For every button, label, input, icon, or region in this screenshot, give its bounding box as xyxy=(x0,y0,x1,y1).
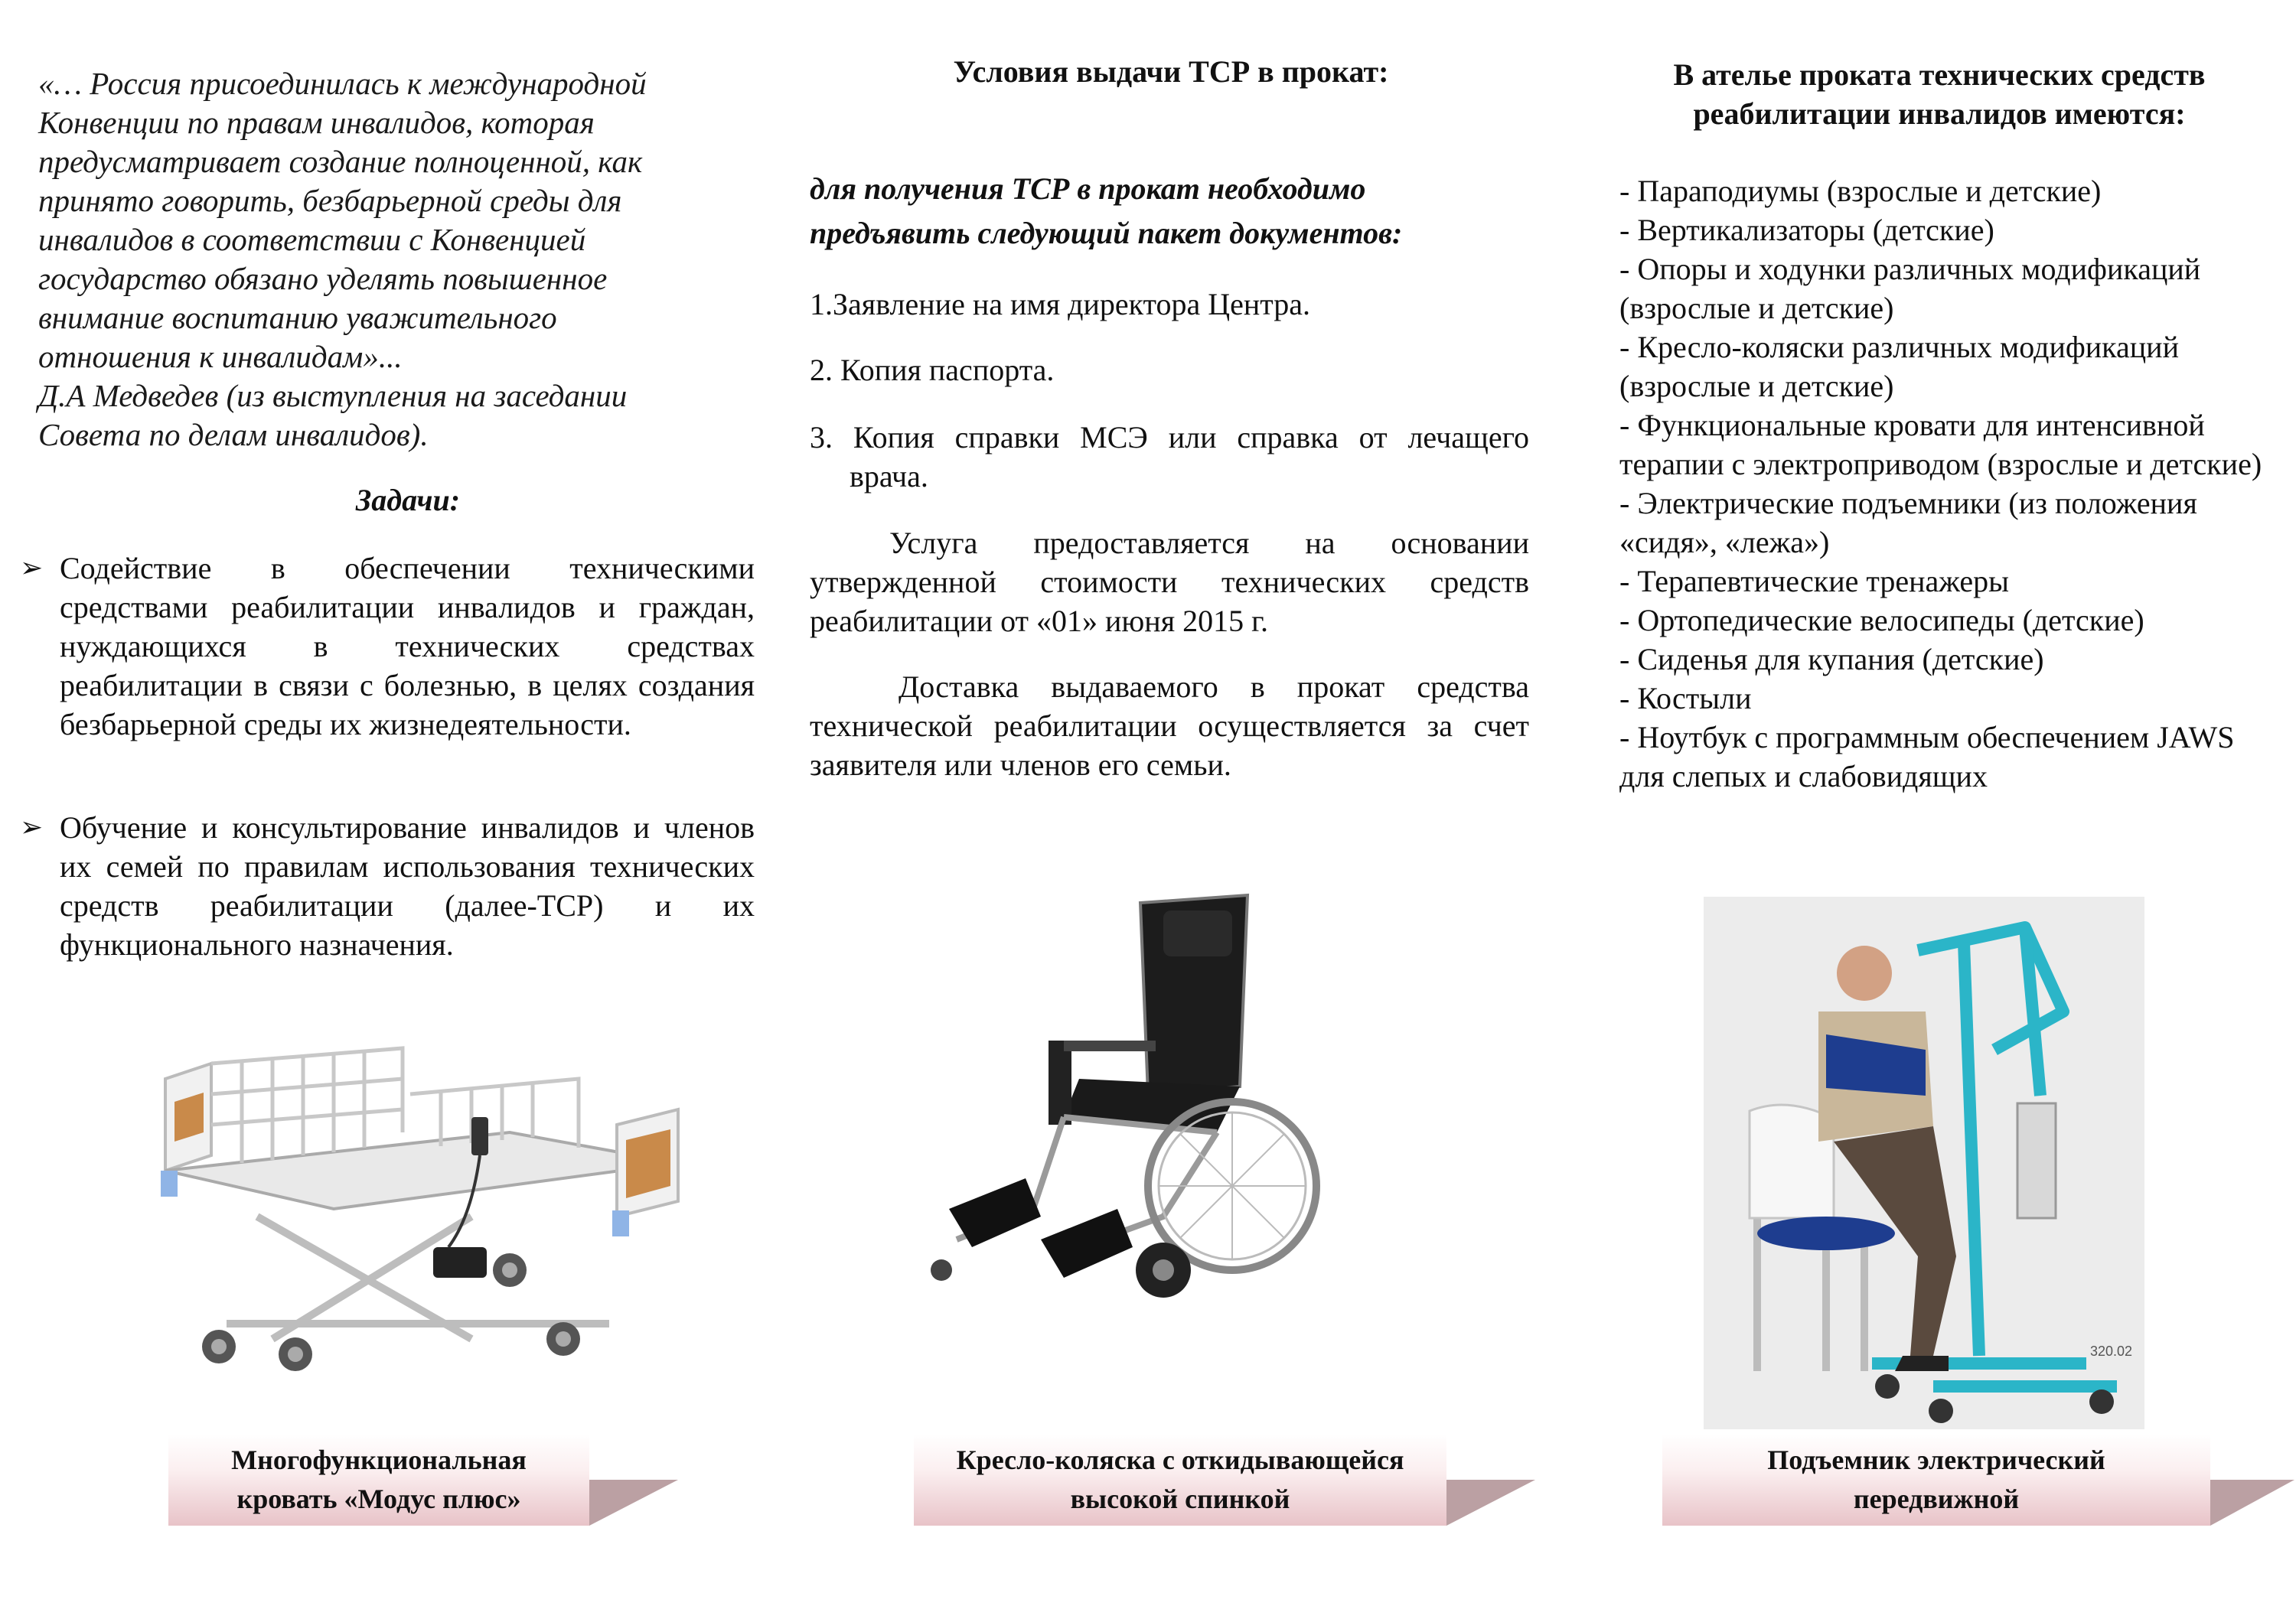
available-heading xyxy=(1610,55,2268,133)
lift-caption-line: Подъемник электрический xyxy=(1767,1445,2105,1475)
quote-block xyxy=(38,64,727,454)
bed-caption xyxy=(168,1434,589,1526)
list-item: - Ортопедические велосипеды (детские) xyxy=(1619,603,2144,637)
document-item-continuation: врача. xyxy=(850,459,928,494)
conditions-intro-line: предъявить следующий пакет документов: xyxy=(810,216,1403,250)
available-list xyxy=(1619,171,2285,796)
tasks-heading: Задачи: xyxy=(355,483,461,517)
task-text: Обучение и консультирование инвалидов и членов их семей по правилам использования технических средств реабилитации (далее-ТСР) и их функционального назначения. xyxy=(60,810,755,962)
quote-line: принято говорить, безбарьерной среды для xyxy=(38,183,622,218)
arrow-bullet-icon: ➢ xyxy=(20,812,44,842)
delivery-paragraph: Доставка выдаваемого в прокат средства технической реабилитации осуществляется за счет заявителя или членов его семьи. xyxy=(810,669,1529,782)
list-item: - Терапевтические тренажеры xyxy=(1619,564,2009,598)
quote-attribution: Д.А Медведев (из выступления на заседании xyxy=(38,378,628,413)
quote-line: Конвенции по правам инвалидов, которая xyxy=(38,105,595,140)
caption-ribbon-flap xyxy=(1446,1480,1535,1526)
caption-ribbon-flap xyxy=(2210,1480,2294,1526)
document-item-text: 3. Копия справки МСЭ или справка от лечащего xyxy=(810,420,1529,454)
wheelchair-illustration xyxy=(911,888,1324,1316)
conditions-intro-line: для получения ТСР в прокат необходимо xyxy=(810,171,1366,206)
list-item: - Сиденья для купания (детские) xyxy=(1619,642,2044,676)
conditions-intro xyxy=(810,167,1529,256)
list-item: - Костыли xyxy=(1619,681,1752,715)
list-item: - Функциональные кровати для интенсивной терапии с электроприводом (взрослые и детские) xyxy=(1619,408,2262,481)
lift-caption-line: передвижной xyxy=(1853,1484,2020,1514)
arrow-bullet-icon: ➢ xyxy=(20,552,44,583)
bed-caption-line: кровать «Модус плюс» xyxy=(236,1484,521,1514)
quote-line: предусматривает создание полноценной, как xyxy=(38,144,643,179)
bed-photo xyxy=(150,1018,701,1385)
wheelchair-caption-line: Кресло-коляска с откидывающейся xyxy=(956,1445,1404,1475)
document-item: 2. Копия паспорта. xyxy=(810,353,1055,387)
quote-line: «… Россия присоединилась к международной xyxy=(38,66,647,101)
hospital-bed-illustration xyxy=(150,1018,701,1385)
wheelchair-caption-line: высокой спинкой xyxy=(1070,1484,1290,1514)
bed-caption-line: Многофункциональная xyxy=(231,1445,527,1475)
quote-attribution: Совета по делам инвалидов). xyxy=(38,417,429,452)
list-item: - Опоры и ходунки различных модификаций (взрослые и детские) xyxy=(1619,252,2201,325)
quote-line: внимание воспитанию уважительного xyxy=(38,300,557,335)
wheelchair-photo xyxy=(911,888,1324,1316)
wheelchair-caption xyxy=(914,1434,1446,1526)
list-item: - Электрические подъемники (из положения «сидя», «лежа») xyxy=(1619,486,2197,559)
document-item: 1.Заявление на имя директора Центра. xyxy=(810,287,1311,321)
quote-line: государство обязано уделять повышенное xyxy=(38,261,608,296)
task-text: Содействие в обеспечении техническими средствами реабилитации инвалидов и граждан, нуждающихся в технических средствах реабилитации в связи с болезнью, в целях создания безбарьерной среды их жизнедеятельности. xyxy=(60,551,755,741)
caption-ribbon-flap xyxy=(589,1480,678,1526)
available-heading-line: В ателье проката технических средств xyxy=(1673,57,2206,92)
conditions-heading: Условия выдачи ТСР в прокат: xyxy=(953,54,1389,89)
list-item: - Параподиумы (взрослые и детские) xyxy=(1619,174,2102,208)
patient-lift-photo xyxy=(1704,897,2144,1429)
lift-caption xyxy=(1662,1434,2210,1526)
list-item: - Кресло-коляски различных модификаций (взрослые и детские) xyxy=(1619,330,2179,403)
task-item xyxy=(20,549,755,744)
quote-line: отношения к инвалидам»... xyxy=(38,339,403,374)
patient-lift-illustration xyxy=(1704,897,2144,1429)
available-heading-line: реабилитации инвалидов имеются: xyxy=(1693,96,2186,131)
list-item: - Вертикализаторы (детские) xyxy=(1619,213,1994,247)
lift-model-label: 320.02 xyxy=(2090,1344,2133,1359)
document-item xyxy=(810,418,1529,496)
list-item: - Ноутбук с программным обеспечением JAWS для слепых и слабовидящих xyxy=(1619,720,2235,793)
service-paragraph: Услуга предоставляется на основании утвержденной стоимости технических средств реабилитации от «01» июня 2015 г. xyxy=(810,526,1529,638)
quote-line: инвалидов в соответствии с Конвенцией xyxy=(38,222,586,257)
task-item xyxy=(20,808,755,964)
